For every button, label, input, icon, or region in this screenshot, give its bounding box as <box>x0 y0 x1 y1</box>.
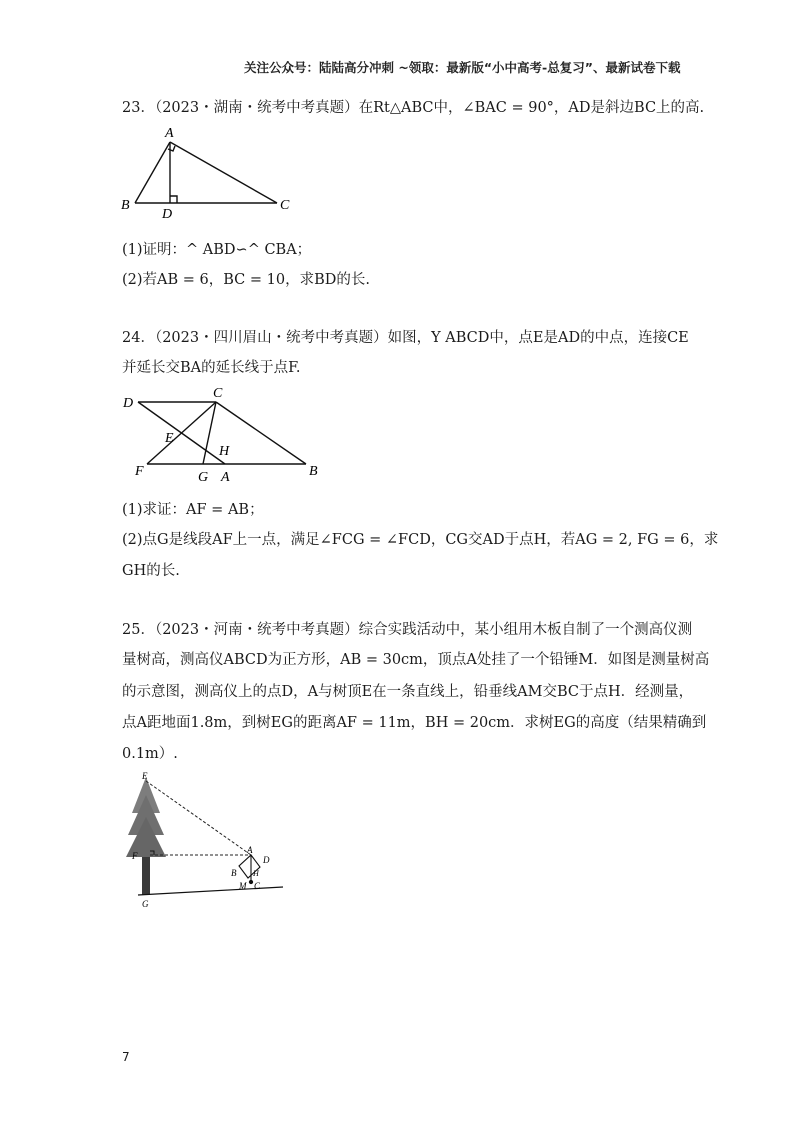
q25-label-c: C <box>254 881 261 891</box>
q25-label-g: G <box>142 899 149 909</box>
q23-label-b: B <box>121 198 130 213</box>
q25-label-f: F <box>132 851 138 861</box>
q25-label-b: B <box>231 868 237 878</box>
q24-label-c: C <box>213 386 223 401</box>
q25-line3: 的示意图，测高仪上的点D，A与树顶E在一条直线上，铅垂线AM交BC于点H．经测量， <box>122 684 694 700</box>
q25-label-d: D <box>263 855 270 865</box>
q23-label-c: C <box>280 198 290 213</box>
q25-line2: 量树高，测高仪ABCD为正方形，AB = 30cm，顶点A处挂了一个铅锤M．如图是测量树高 <box>122 652 710 668</box>
q24-part2-line2: GH的长. <box>122 563 180 579</box>
q23-stem: 23．（2023・湖南・统考中考真题）在Rt△ABC中，∠BAC = 90°，AD是斜边BC上的高. <box>122 100 705 116</box>
q23-part1: (1)证明：^ ABD∽^ CBA； <box>122 242 312 258</box>
q24-stem-line1: 24．（2023・四川眉山・统考中考真题）如图，Y ABCD中，点E是AD的中点，连接CE <box>122 330 689 346</box>
q24-stem-line2: 并延长交BA的延长线于点F. <box>122 360 301 376</box>
q23-label-d: D <box>162 207 173 220</box>
q24-part1: (1)求证：AF = AB； <box>122 502 264 518</box>
q24-label-g: G <box>198 470 209 485</box>
q25-line5: 0.1m）. <box>122 746 178 762</box>
q24-label-d: D <box>123 396 134 411</box>
page-number: 7 <box>122 1050 130 1064</box>
q25-label-h: H <box>253 869 259 878</box>
q23-figure <box>115 120 305 220</box>
q25-line1: 25．（2023・河南・统考中考真题）综合实践活动中，某小组用木板自制了一个测高仪测 <box>122 622 693 638</box>
q23-part2: (2)若AB = 6，BC = 10，求BD的长. <box>122 272 370 288</box>
q25-line4: 点A距地面1.8m，到树EG的距离AF = 11m，BH = 20cm．求树EG的高度（结果精确到 <box>122 715 707 731</box>
q24-label-f: F <box>135 464 144 479</box>
q23-label-a: A <box>165 126 174 141</box>
q25-label-a: A <box>247 845 253 855</box>
page-header: 关注公众号：陆陆高分冲刺 ~领取：最新版“小中高考-总复习”、最新试卷下载 <box>244 60 681 75</box>
q24-label-e: E <box>165 431 174 446</box>
tree-illustration <box>126 777 166 895</box>
q24-label-h: H <box>219 444 230 459</box>
q25-figure <box>118 765 298 915</box>
q25-label-e: E <box>142 771 148 781</box>
q24-label-b: B <box>309 464 318 479</box>
q24-label-a: A <box>221 470 230 485</box>
q24-part2-line1: (2)点G是线段AF上一点，满足∠FCG = ∠FCD，CG交AD于点H，若AG = 2, FG = 6，求 <box>122 532 719 548</box>
q25-label-m: M <box>239 881 247 891</box>
q24-figure <box>115 385 330 485</box>
